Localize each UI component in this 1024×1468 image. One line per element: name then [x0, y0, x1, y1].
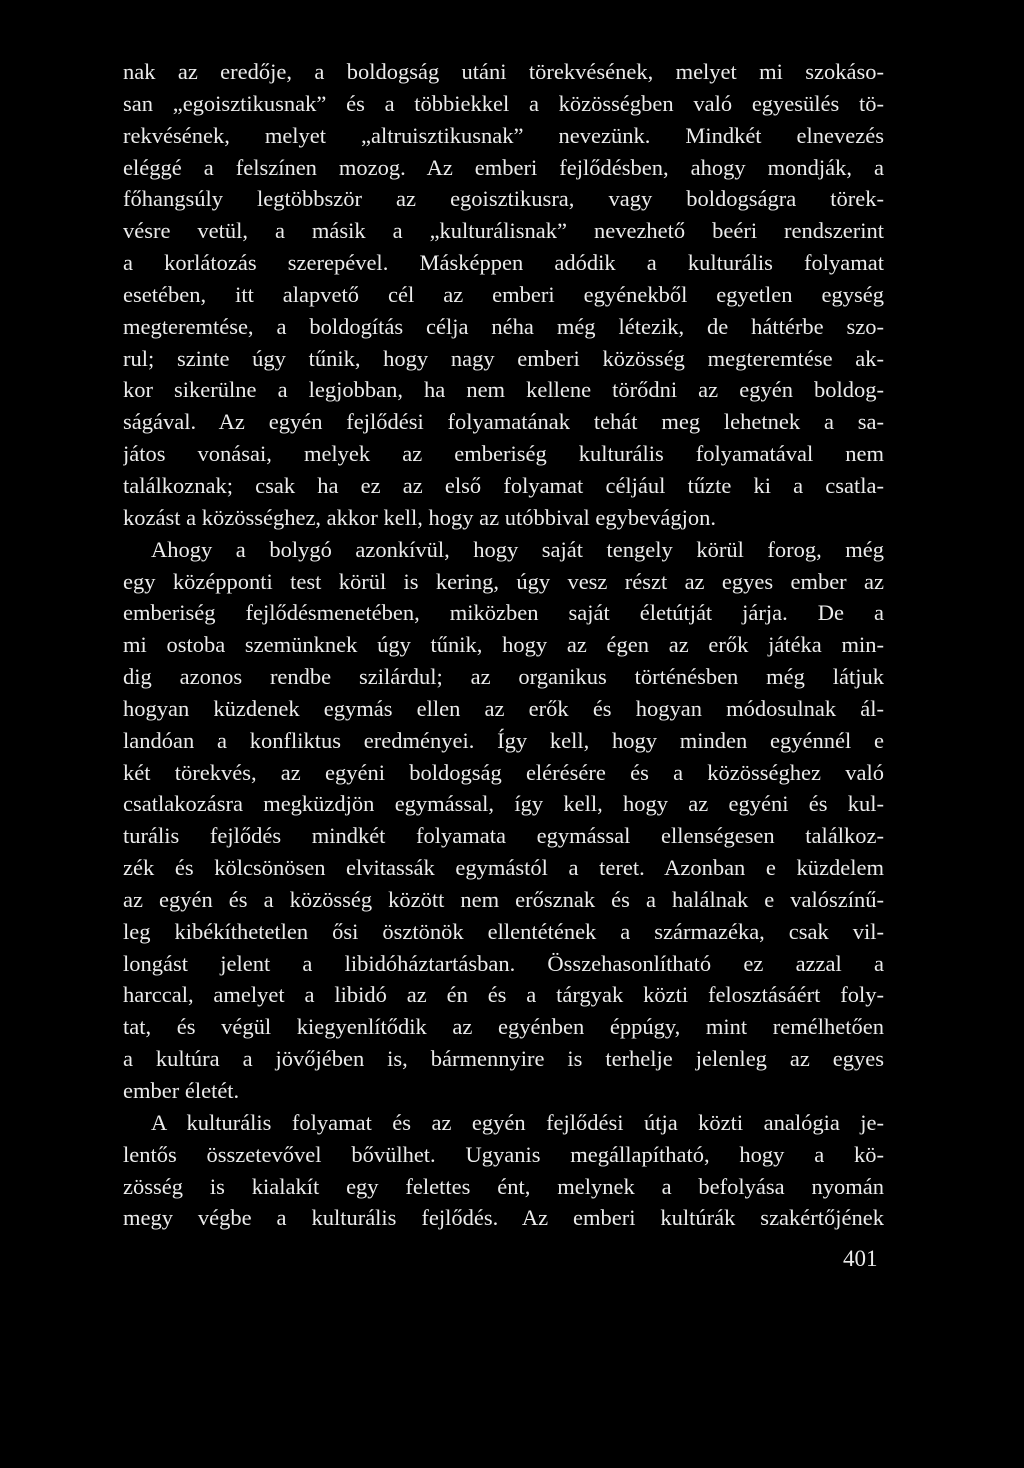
text-line: san „egoisztikusnak” és a többiekkel a közösségben való egyesülés tö- — [123, 90, 884, 116]
text-line: emberiség fejlődésmenetében, miközben saját életútját járja. De a — [123, 600, 884, 626]
text-line: landóan a konfliktus eredményei. Így kell, hogy minden egyénnél e — [123, 727, 884, 753]
text-line: a korlátozás szerepével. Másképpen adódik a kulturális folyamat — [123, 250, 884, 276]
text-line: leg kibékíthetetlen ősi ösztönök ellentétének a származéka, csak vil- — [123, 918, 884, 944]
text-line: főhangsúly legtöbbször az egoisztikusra, vagy boldogságra törek- — [123, 186, 884, 212]
paragraph-first-line: Ahogy a bolygó azonkívül, hogy saját tengely körül forog, még — [151, 536, 884, 562]
text-line: esetében, itt alapvető cél az emberi egyénekből egyetlen egység — [123, 281, 884, 307]
page-number: 401 — [843, 1246, 878, 1271]
paragraph-first-line: A kulturális folyamat és az egyén fejlődési útja közti analógia je- — [151, 1109, 884, 1135]
text-line: lentős összetevővel bővülhet. Ugyanis megállapítható, hogy a kö- — [123, 1141, 884, 1167]
text-line: harccal, amelyet a libidó az én és a tárgyak közti felosztásáért foly- — [123, 982, 884, 1008]
text-line: kor sikerülne a legjobban, ha nem kellene törődni az egyén boldog- — [123, 377, 884, 403]
text-line: mi ostoba szemünknek úgy tűnik, hogy az égen az erők játéka min- — [123, 632, 884, 658]
book-page-text — [123, 56, 884, 1234]
text-line: megy végbe a kulturális fejlődés. Az emberi kultúrák szakértőjének — [123, 1205, 884, 1231]
text-line: találkoznak; csak ha ez az első folyamat céljául tűzte ki a csatla- — [123, 472, 884, 498]
text-line: vésre vetül, a másik a „kulturálisnak” nevezhető beéri rendszerint — [123, 218, 884, 244]
text-line: nak az eredője, a boldogság utáni törekvésének, melyet mi szokáso- — [123, 59, 884, 84]
text-line: ember életét. — [123, 1078, 240, 1103]
text-line: két törekvés, az egyéni boldogság elérésére és a közösséghez való — [123, 759, 884, 785]
text-line: rekvésének, melyet „altruisztikusnak” nevezünk. Mindkét elnevezés — [123, 122, 884, 148]
text-line: turális fejlődés mindkét folyamata egymással ellenségesen találkoz- — [123, 823, 884, 849]
text-line: csatlakozásra megküzdjön egymással, így kell, hogy az egyéni és kul- — [123, 791, 884, 817]
text-line: ságával. Az egyén fejlődési folyamatának tehát meg lehetnek a sa- — [123, 409, 884, 435]
text-line: kozást a közösséghez, akkor kell, hogy az utóbbival egybevágjon. — [123, 504, 716, 530]
text-line: játos vonásai, melyek az emberiség kulturális folyamatával nem — [123, 441, 884, 467]
text-line: tat, és végül kiegyenlítődik az egyénben éppúgy, mint remélhetően — [123, 1014, 884, 1040]
text-line: longást jelent a libidóháztartásban. Összehasonlítható ez azzal a — [123, 950, 884, 976]
text-line: hogyan küzdenek egymás ellen az erők és hogyan módosulnak ál- — [123, 695, 884, 721]
text-line: az egyén és a közösség között nem erősznak és a halálnak e valószínű- — [123, 886, 884, 912]
text-line: megteremtése, a boldogítás célja néha még létezik, de háttérbe szo- — [123, 313, 884, 339]
text-line: egy középponti test körül is kering, úgy vesz részt az egyes ember az — [123, 568, 884, 594]
text-line: eléggé a felszínen mozog. Az emberi fejlődésben, ahogy mondják, a — [123, 154, 884, 180]
text-line: zék és kölcsönösen elvitassák egymástól a teret. Azonban e küzdelem — [123, 855, 884, 881]
text-line: dig azonos rendbe szilárdul; az organikus történésben még látjuk — [123, 664, 884, 690]
text-line: zösség is kialakít egy felettes ént, melynek a befolyása nyomán — [123, 1173, 884, 1199]
text-line: rul; szinte úgy tűnik, hogy nagy emberi közösség megteremtése ak- — [123, 345, 884, 371]
text-line: a kultúra a jövőjében is, bármennyire is terhelje jelenleg az egyes — [123, 1046, 884, 1072]
